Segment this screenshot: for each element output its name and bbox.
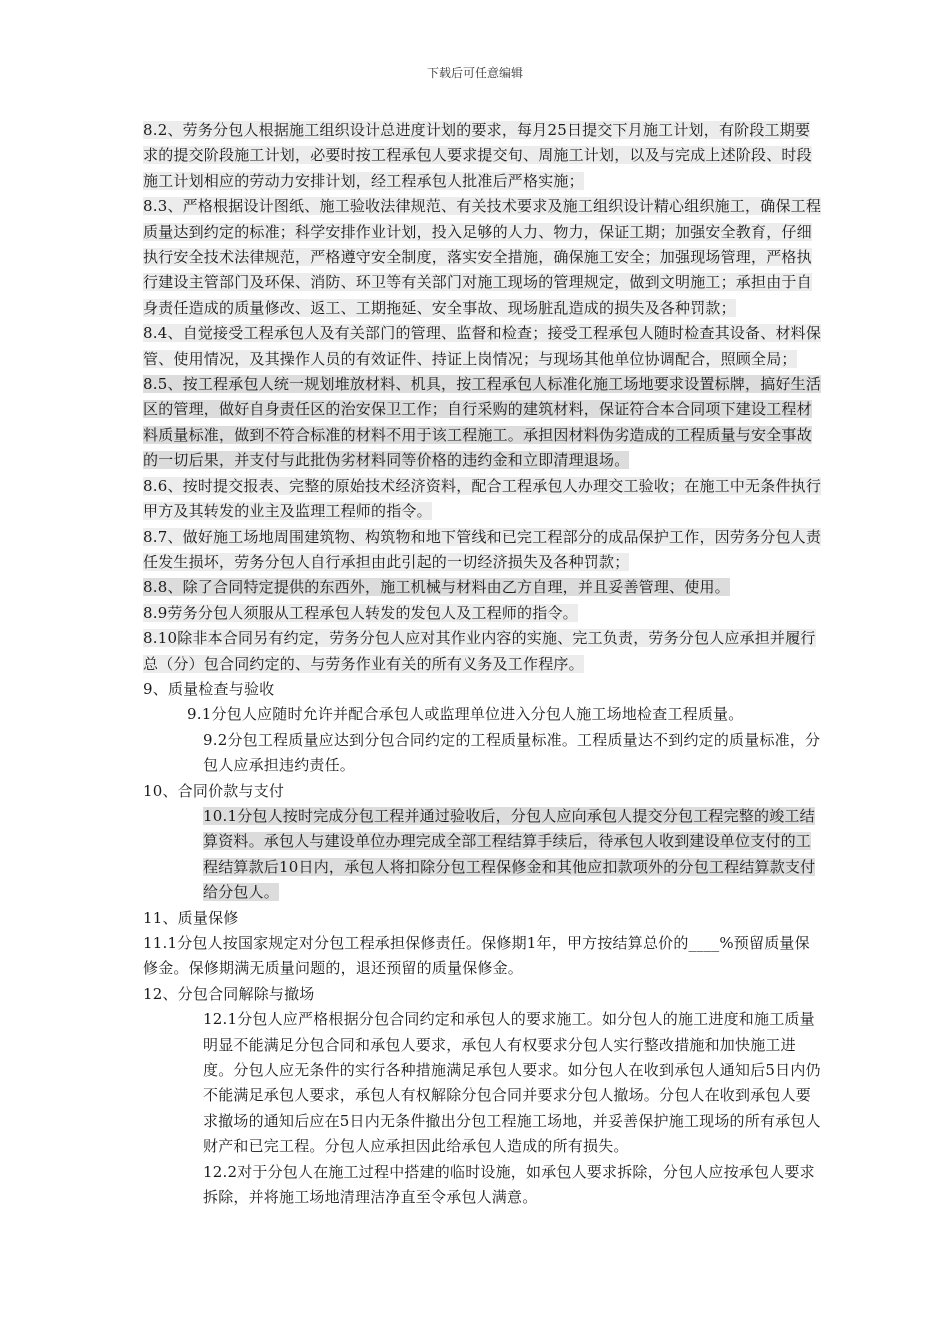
clause-8-5 — [143, 372, 823, 474]
clause-8-8 — [143, 575, 823, 600]
clause-8-6 — [143, 474, 823, 525]
clause-text: 8.9劳务分包人须服从工程承包人转发的发包人及工程师的指令。 — [143, 603, 578, 622]
clause-text: 8.8、除了合同特定提供的东西外，施工机械与材料由乙方自理，并且妥善管理、使用。 — [143, 578, 730, 597]
clause-text: 8.7、做好施工场地周围建筑物、构筑物和地下管线和已完工程部分的成品保护工作，因劳务分包人责任发生损坏，劳务分包人自行承担由此引起的一切经济损失及各种罚款； — [143, 527, 822, 571]
section-heading-10: 10、合同价款与支付 — [143, 781, 285, 800]
clause-9-1: 9.1分包人应随时允许并配合承包人或监理单位进入分包人施工场地检查工程质量。 — [187, 705, 744, 724]
clause-text: 8.4、自觉接受工程承包人及有关部门的管理、监督和检查；接受工程承包人随时检查其设备、材料保管、使用情况，及其操作人员的有效证件、持证上岗情况；与现场其他单位协调配合，照顾全局； — [143, 324, 822, 368]
clause-8-4 — [143, 321, 823, 372]
clause-text: 8.10除非本合同另有约定，劳务分包人应对其作业内容的实施、完工负责，劳务分包人应承担并履行总（分）包合同约定的、与劳务作业有关的所有义务及工作程序。 — [143, 629, 816, 673]
clause-text: 8.6、按时提交报表、完整的原始技术经济资料，配合工程承包人办理交工验收；在施工中无条件执行甲方及其转发的业主及监理工程师的指令。 — [143, 476, 822, 521]
clause-8-7 — [143, 525, 823, 576]
section-heading-12: 12、分包合同解除与撤场 — [143, 984, 315, 1003]
clause-10-1 — [143, 804, 823, 906]
clause-12-1: 12.1分包人应严格根据分包合同约定和承包人的要求施工。如分包人的施工进度和施工质量明显不能满足分包合同和承包人要求，承包人有权要求分包人实行整改措施和加快施工进度。分包人应无条件的实行各种措施满足承包人要求。如分包人在收到承包人通知后5日内仍不能满足承包人要求，承包人有权解除分包合同并要求分包人撤场。分包人在收到承包人要求撤场的通知后应在5日内无条件撤出分包工程施工场地，并妥善保护施工现场的所有承包人财产和已完工程。分包人应承担因此给承包人造成的所有损失。 — [203, 1010, 821, 1156]
clause-text: 8.5、按工程承包人统一规划堆放材料、机具，按工程承包人标准化施工场地要求设置标牌，搞好生活区的管理，做好自身责任区的治安保卫工作；自行采购的建筑材料，保证符合本合同项下建设工程材料质量标准，做到不符合标准的材料不用于该工程施工。承担因材料伪劣造成的工程质量与安全事故的一切后果，并支付与此批伪劣材料同等价格的违约金和立即清理退场。 — [143, 375, 822, 470]
clause-8-3 — [143, 194, 823, 321]
clause-text: 10.1分包人按时完成分包工程并通过验收后，分包人应向承包人提交分包工程完整的竣工结算资料。承包人与建设单位办理完成全部工程结算手续后，待承包人收到建设单位支付的工程结算款后10日内，承包人将扣除分包工程保修金和其他应扣款项外的分包工程结算款支付给分包人。 — [203, 806, 816, 902]
document-body — [143, 118, 823, 1210]
clause-8-2 — [143, 118, 823, 194]
clause-8-10 — [143, 626, 823, 677]
clause-text: 8.3、严格根据设计图纸、施工验收法律规范、有关技术要求及施工组织设计精心组织施工，确保工程质量达到约定的标准；科学安排作业计划，投入足够的人力、物力，保证工期；加强安全教育，仔细执行安全技术法律规范，严格遵守安全制度，落实安全措施，确保施工安全；加强现场管理，严格执行建设主管部门及环保、消防、环卫等有关部门对施工现场的管理规定，做到文明施工；承担由于自身责任造成的质量修改、返工、工期拖延、安全事故、现场脏乱造成的损失及各种罚款； — [143, 197, 822, 317]
clause-11-1: 11.1分包人按国家规定对分包工程承担保修责任。保修期1年，甲方按结算总价的____%预留质量保修金。保修期满无质量问题的，退还预留的质量保修金。 — [143, 934, 810, 978]
clause-8-9 — [143, 601, 823, 626]
section-heading-11: 11、质量保修 — [143, 908, 239, 927]
section-heading-9: 9、质量检查与验收 — [143, 679, 275, 698]
clause-12-2: 12.2对于分包人在施工过程中搭建的临时设施，如承包人要求拆除，分包人应按承包人要求拆除，并将施工场地清理洁净直至令承包人满意。 — [203, 1162, 815, 1207]
clause-text: 8.2、劳务分包人根据施工组织设计总进度计划的要求，每月25日提交下月施工计划，有阶段工期要求的提交阶段施工计划，必要时按工程承包人要求提交旬、周施工计划，以及与完成上述阶段、时段施工计划相应的劳动力安排计划，经工程承包人批准后严格实施； — [143, 121, 812, 190]
clause-9-2: 9.2分包工程质量应达到分包合同约定的工程质量标准。工程质量达不到约定的质量标准，分包人应承担违约责任。 — [203, 730, 821, 775]
page-header: 下载后可任意编辑 — [426, 66, 523, 80]
